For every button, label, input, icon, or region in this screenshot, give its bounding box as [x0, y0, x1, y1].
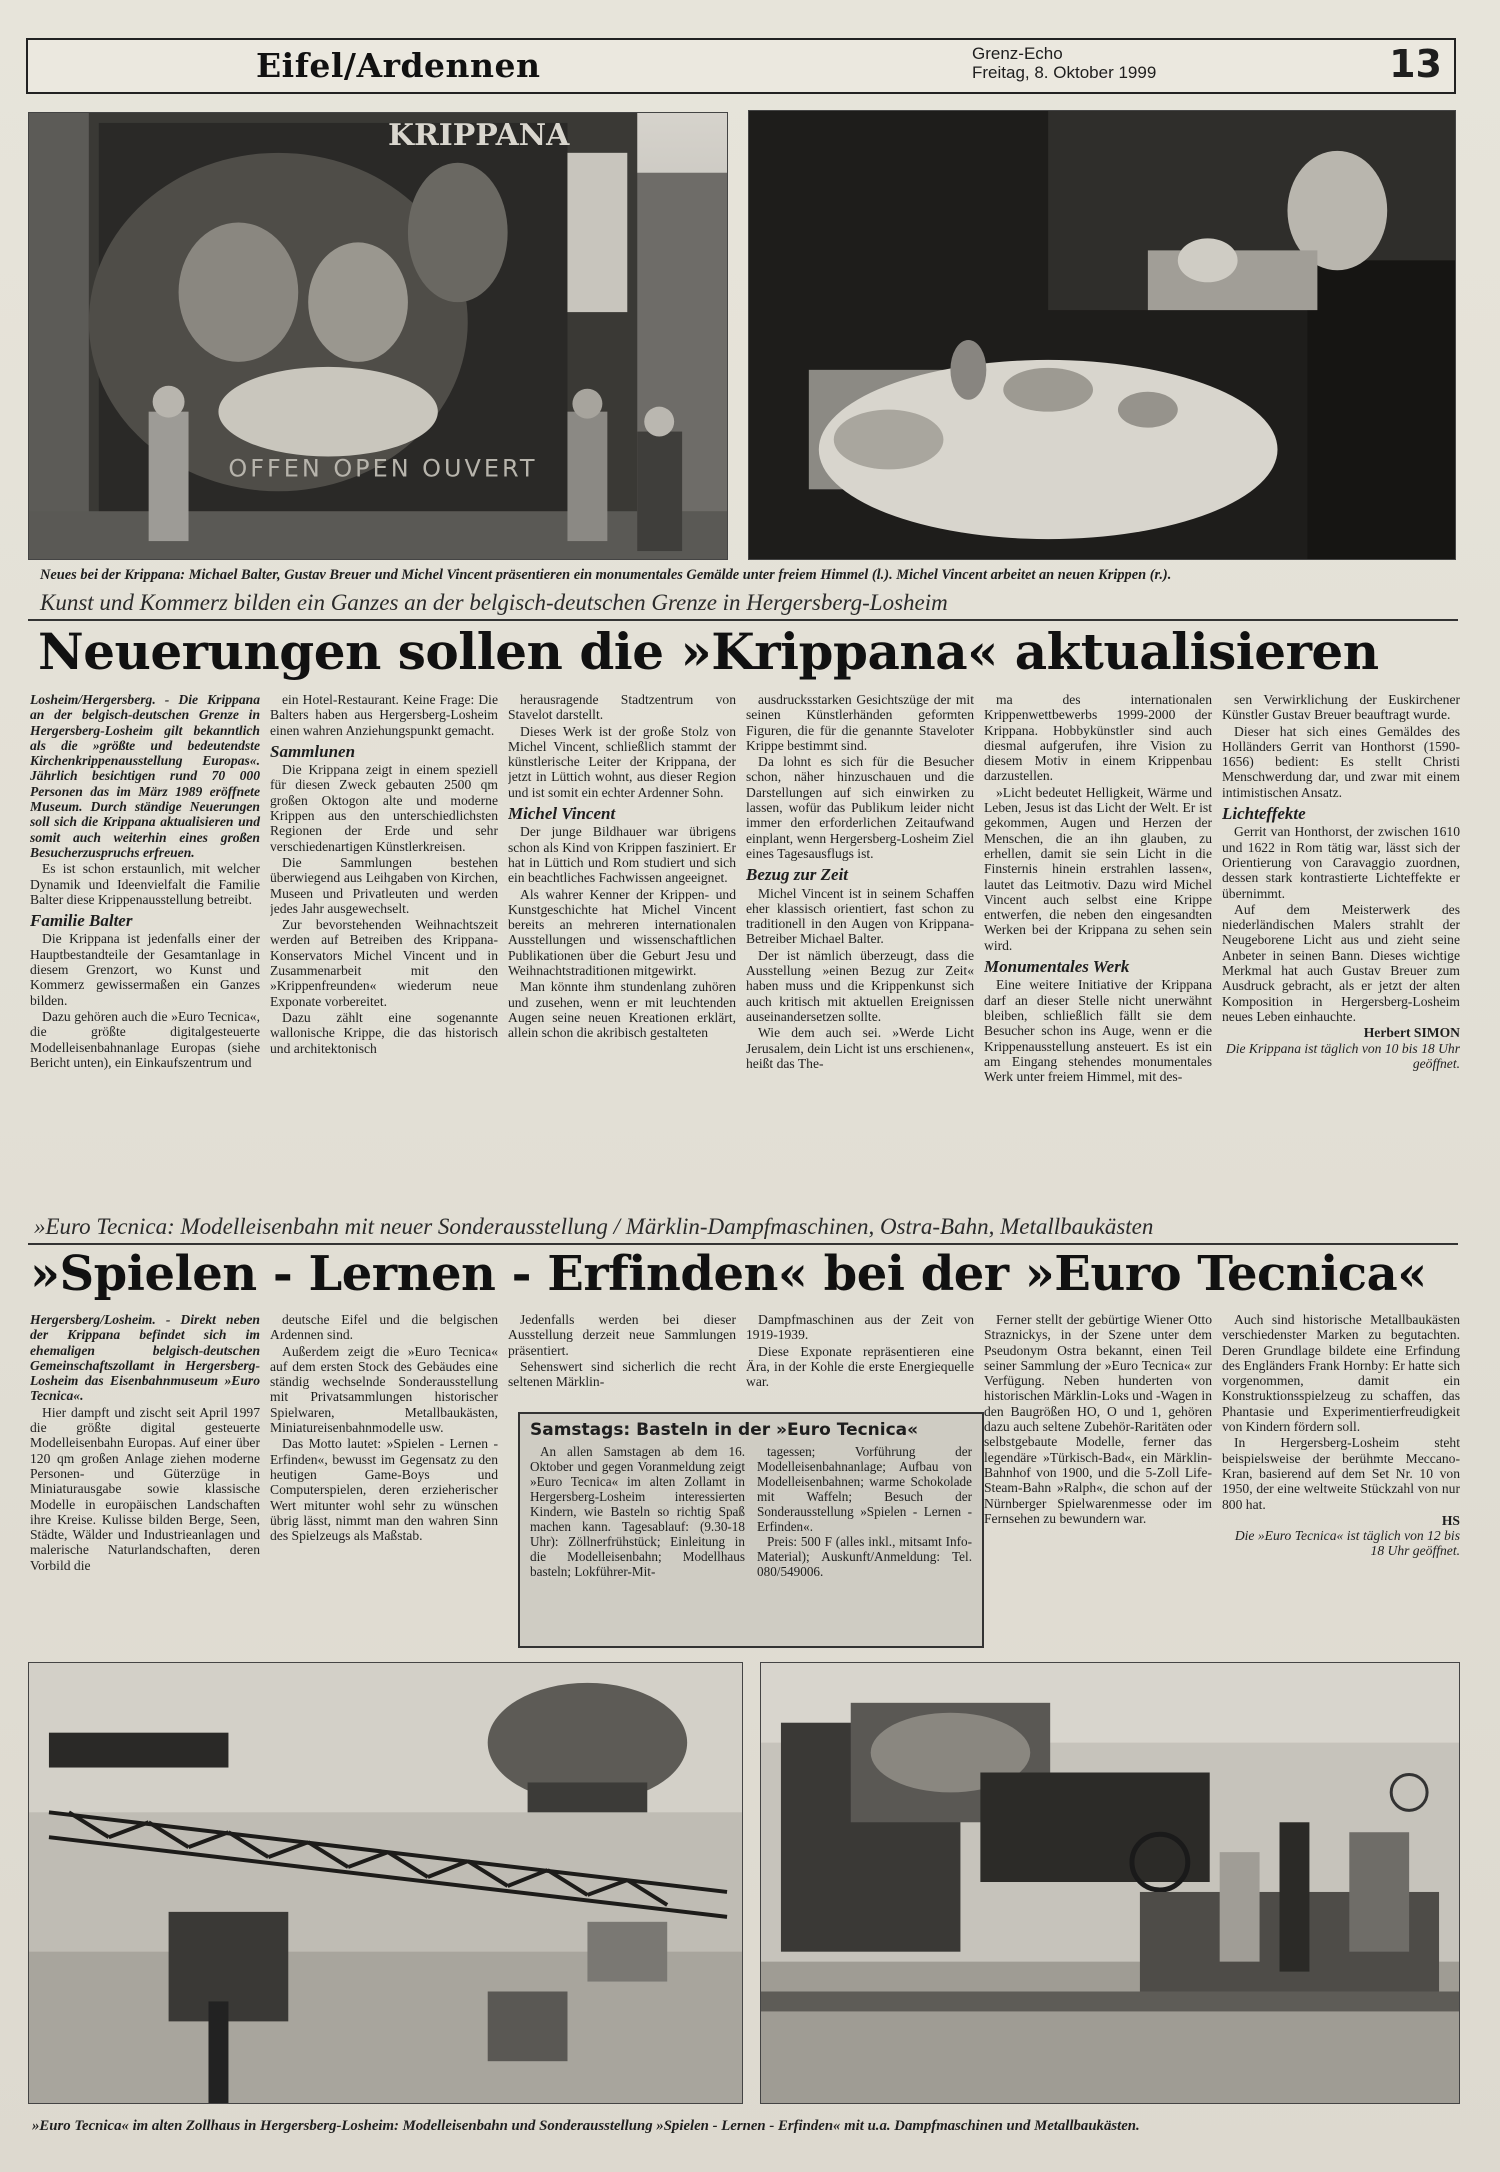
paragraph: »Licht bedeutet Helligkeit, Wärme und Leben, Jesus ist das Licht der Welt. Er ist gekommen, Augen und Herzen der Menschen, die an ihn glauben, zu erhellen, damit sie sein Licht in die Finsternis hinein erstrahlen lassen«, lautet das Leitmotiv. Dazu wird Michel Vincent auch selbst eine Krippe entwerfen, die neben den eingesandten Werken bei der Krippana zu sehen sein wird.: [984, 784, 1212, 953]
bottom-photo-caption: »Euro Tecnica« im alten Zollhaus in Hergersberg-Losheim: Modelleisenbahn und Sonderausstellung »Spielen - Lernen - Erfinden« mit u.a. Dampfmaschinen und Metallbaukästen.: [32, 2118, 1140, 2134]
paragraph: Da lohnt es sich für die Besucher schon, näher hinzuschauen und die Darstellungen auf sich einwirken zu lassen, wofür das Publikum leider nicht immer den erforderlichen Zeitaufwand einplant, wenn Hergersberg-Losheim Ziel eines Tagesausflugs ist.: [746, 754, 974, 861]
paragraph: Eine weitere Initiative der Krippana darf an dieser Stelle nicht unerwähnt bleiben, schließlich fällt sie dem Besucher schon ins Auge, wenn er die Krippenausstellung ansteuert. Es ist ein am Eingang stehendes monumentales Werk unter freiem Himmel, mit des-: [984, 977, 1212, 1085]
paragraph: In Hergersberg-Losheim steht beispielsweise der berühmte Meccano-Kran, basierend auf dem Set Nr. 10 von 1950, der eine weltweite Stückzahl von nur 800 hat.: [1222, 1435, 1460, 1512]
paragraph: Dieser hat sich eines Gemäldes des Holländers Gerrit van Honthorst (1590-1656) bedient: Es stellt Christi Menschwerdung dar, und zwar mit einem intimistischen Ansatz.: [1222, 723, 1460, 800]
paragraph: ausdrucksstarken Gesichtszüge der mit seinen Künstlerhänden geformten Figuren, die für die genannte Staveloter Krippe bestimmt sind.: [746, 692, 974, 753]
paragraph: ein Hotel-Restaurant. Keine Frage: Die Balters haben aus Hergersberg-Losheim einen wahren Anziehungspunkt gemacht.: [270, 692, 498, 738]
article2-col2: [270, 1312, 508, 1658]
article1-signature: Herbert SIMON: [1363, 1025, 1460, 1041]
paragraph: Preis: 500 F (alles inkl., mitsamt Info-Material); Auskunft/Anmeldung: Tel. 080/549006.: [757, 1534, 972, 1579]
article1-lead: Losheim/Hergersberg. - Die Krippana an der belgisch-deutschen Grenze in Hergersberg-Losheim gilt bekanntlich als die »größte und bedeutendste Kirchenkrippenausstellung Europas«. Jährlich besichtigen rund 70 000 Personen das im März 1989 eröffnete Museum. Durch ständige Neuerungen soll sich die Krippana aktualisieren und somit auch weiterhin eines großen Besucherzuspruchs erfreuen.: [30, 692, 260, 860]
photo-krippana-illustration: [29, 113, 727, 559]
paragraph: Auf dem Meisterwerk des niederländischen Malers strahlt der Neugeborene Licht aus und zieht seine Anbeter in seinen Bann. Dieses wichtige Merkmal hat auch Gustav Breuer zum Ausdruck gebracht, als er jetzt der alten Komposition in Hergersberg-Losheim neues Leben einhauchte.: [1222, 901, 1460, 1024]
paragraph: Gerrit van Honthorst, der zwischen 1610 und 1622 in Rom tätig war, lässt sich der Orientierung von Caravaggio zuordnen, dessen stark kontrastierte Lichteffekte er übernimmt.: [1222, 824, 1460, 901]
subheading: Monumentales Werk: [984, 957, 1130, 977]
top-photo-caption: Neues bei der Krippana: Michael Balter, Gustav Breuer und Michel Vincent präsentieren ein monumentales Gemälde unter freiem Himmel (l.). Michel Vincent arbeitet an neuen Krippen (r.).: [40, 567, 1172, 583]
info-box-col1: [530, 1444, 745, 1579]
subheading: Familie Balter: [30, 911, 133, 931]
article1-col6: [1222, 692, 1460, 1210]
newspaper-name: Grenz-Echo: [972, 44, 1063, 63]
photo-model-railway: [28, 1662, 743, 2104]
article1-opening-note: Die Krippana ist täglich von 10 bis 18 Uhr geöffnet.: [1225, 1040, 1460, 1071]
saturday-info-box: [518, 1412, 984, 1648]
subheading: Lichteffekte: [1222, 804, 1306, 824]
paragraph: tagessen; Vorführung der Modelleisenbahnanlage; Aufbau von Modelleisenbahnen; warme Schokolade mit Waffeln; Besuch der Sonderausstellung »Spielen - Lernen - Erfinden«.: [757, 1444, 972, 1534]
article2-kicker: »Euro Tecnica: Modelleisenbahn mit neuer Sonderausstellung / Märklin-Dampfmaschinen, Ostra-Bahn, Metallbaukästen: [34, 1214, 1154, 1239]
article1-col2: [270, 692, 508, 1210]
info-box-columns: [530, 1444, 972, 1579]
article1-col1: [30, 692, 270, 1210]
paragraph: Diese Exponate repräsentieren eine Ära, in der Kohle die erste Energiequelle war.: [746, 1343, 974, 1390]
paragraph: herausragende Stadtzentrum von Stavelot darstellt.: [508, 692, 736, 723]
paragraph: Zur bevorstehenden Weihnachtszeit werden auf Betreiben des Krippana-Konservators Michel Vincent und in Zusammenarbeit mit den »Krippenfreunden« wiederum neue Exponate vorbereitet.: [270, 917, 498, 1009]
paragraph: Der ist nämlich überzeugt, dass die Ausstellung »einen Bezug zur Zeit« haben muss und die Krippenkunst sich auch kritisch mit aktuellen Ereignissen auseinandersetzen sollte.: [746, 947, 974, 1024]
article2-col5: [984, 1312, 1222, 1658]
paragraph: ma des internationalen Krippenwettbewerbs 1999-2000 der Krippana. Hobbykünstler sind auch diesmal aufgerufen, ihre Vision zu diesem Motiv in einem Krippenbau darzustellen.: [984, 692, 1212, 784]
article1-col3: [508, 692, 746, 1210]
paper-info: [972, 44, 1156, 82]
article1-col5: [984, 692, 1222, 1210]
article2-col6: [1222, 1312, 1460, 1658]
article1-rule: [28, 619, 1458, 621]
paragraph: Dampfmaschinen aus der Zeit von 1919-1939.: [746, 1312, 974, 1343]
paragraph: Dazu zählt eine sogenannte wallonische Krippe, die das historisch und architektonisch: [270, 1009, 498, 1056]
article2-col1: [30, 1312, 270, 1658]
paragraph: sen Verwirklichung der Euskirchener Künstler Gustav Breuer beauftragt wurde.: [1222, 692, 1460, 723]
paragraph: Die Sammlungen bestehen überwiegend aus Leihgaben von Kirchen, Museen und Privatleuten und werden jedes Jahr ausgewechselt.: [270, 854, 498, 916]
photo-sculptor-illustration: [749, 111, 1455, 559]
paragraph: Hier dampft und zischt seit April 1997 die größte digital gesteuerte Modelleisenbahn Europas. Auf einer über 120 qm großen Anlage ziehen moderne Personen- und Güterzüge in Miniaturausgabe sowie klassische Modelle in europäischen Landschaften ihre Kreise. Kulisse bilden Berge, Seen, Städte, Wälder und Industrieanlagen und malerische Naturlandschaften, deren Vorbild die: [30, 1404, 260, 1573]
photo-michel-vincent: [748, 110, 1456, 560]
paragraph: Jedenfalls werden bei dieser Ausstellung derzeit neue Sammlungen präsentiert.: [508, 1312, 736, 1358]
article1-body: [30, 692, 1460, 1210]
info-box-title: Samstags: Basteln in der »Euro Tecnica«: [530, 1420, 919, 1440]
photo-steam-engines: [760, 1662, 1460, 2104]
issue-date: Freitag, 8. Oktober 1999: [972, 63, 1157, 82]
info-box-col2: [757, 1444, 972, 1579]
masthead: [26, 38, 1456, 94]
subheading: Michel Vincent: [508, 804, 616, 824]
section-title: Eifel/Ardennen: [256, 46, 541, 85]
article2-headline: »Spielen - Lernen - Erfinden« bei der »Euro Tecnica«: [30, 1246, 1427, 1302]
article1-headline: Neuerungen sollen die »Krippana« aktualisieren: [38, 622, 1379, 681]
article1-col4: [746, 692, 984, 1210]
article2-lead: Hergersberg/Losheim. - Direkt neben der Krippana befindet sich im ehemaligen belgisch-deutschen Gemeinschaftszollamt in Hergersberg-Losheim das Eisenbahnmuseum »Euro Tecnica«.: [30, 1312, 260, 1404]
paragraph: deutsche Eifel und die belgischen Ardennen sind.: [270, 1312, 498, 1343]
paragraph: Die Krippana ist jedenfalls einer der Hauptbestandteile der Gesamtanlage in diesem Grenzort, wo Kunst und Kommerz gewissermaßen ein Ganzes bilden.: [30, 931, 260, 1008]
photo-steam-illustration: [761, 1663, 1459, 2103]
article1-kicker: Kunst und Kommerz bilden ein Ganzes an der belgisch-deutschen Grenze in Hergersberg-Losheim: [40, 590, 948, 615]
paragraph: Die Krippana zeigt in einem speziell für diesen Zweck gebauten 2500 qm großen Oktogon alte und moderne Krippen aus den unterschiedlichsten Regionen der Erde und sehr verschiedenartigen Künstlerkreisen.: [270, 762, 498, 854]
paragraph: Michel Vincent ist in seinem Schaffen eher klassisch orientiert, fast schon zu traditionell in den Augen von Krippana-Betreiber Michael Balter.: [746, 885, 974, 947]
paragraph: An allen Samstagen ab dem 16. Oktober und gegen Voranmeldung zeigt »Euro Tecnica« im alten Zollamt in Hergersberg-Losheim interessierten Kindern, wie Basteln so richtig Spaß machen kann. Tagesablauf: (9.30-18 Uhr): Zöllnerfrühstück; Einleitung in die Modelleisenbahn; Modellhaus basteln; Lokführer-Mit-: [530, 1444, 745, 1579]
page-number: 13: [1389, 42, 1442, 86]
photo-krippana-painting: [28, 112, 728, 560]
paragraph: Auch sind historische Metallbaukästen verschiedenster Marken zu begutachten. Deren Grundlage bildete eine Erfindung des Engländers Frank Hornby: Er hatte sich vorgenommen, damit ein Konstruktionsspielzeug zu schaffen, das Phantasie und Experimentierfreudigkeit von Kindern fördern soll.: [1222, 1312, 1460, 1435]
subheading: Sammlunen: [270, 741, 356, 761]
photo-railway-illustration: [29, 1663, 742, 2103]
paragraph: Dazu gehören auch die »Euro Tecnica«, die größte digitalgesteuerte Modelleisenbahnanlage Europas (siehe Bericht unten), ein Einkaufszentrum und: [30, 1008, 260, 1070]
paragraph: Wie dem auch sei. »Werde Licht Jerusalem, dein Licht ist uns erschienen«, heißt das The-: [746, 1025, 974, 1071]
paragraph: Sehenswert sind sicherlich die recht seltenen Märklin-: [508, 1358, 736, 1390]
paragraph: Man könnte ihm stundenlang zuhören und zusehen, wenn er mit leuchtenden Augen seine neuen Kreationen erklärt, allein schon die akribisch gestalteten: [508, 979, 736, 1041]
krippana-wall-text: OFFEN OPEN OUVERT: [228, 454, 538, 483]
paragraph: Ferner stellt der gebürtige Wiener Otto Straznickys, in der Szene unter dem Pseudonym Ostra bekannt, einen Teil seiner Sammlung der »Euro Tecnica« zur Verfügung. Neben hunderten von historischen Märklin-Loks und -Wagen in den Baugrößen HO, O und 1, gehören dazu auch seltene Zubehör-Raritäten oder selbstgebaute Modelle, ferner das legendäre »Türkisch-Bad«, ein Märklin-Bahnhof von 1900, und die 5-Zoll Life-Steam-Bahn »Ralph«, die schon auf der Nürnberger Spielwarenmesse oder im Fernsehen zu bewundern war.: [984, 1312, 1212, 1526]
subheading: Bezug zur Zeit: [746, 865, 849, 885]
krippana-sign-text: KRIPPANA: [387, 117, 570, 153]
article2-rule: [28, 1243, 1458, 1245]
paragraph: Dieses Werk ist der große Stolz von Michel Vincent, schließlich stammt der künstlerische Leiter der Krippana, der jetzt in Lüttich wohnt, aus dieser Region und ist somit ein echter Ardenner Sohn.: [508, 723, 736, 800]
paragraph: Der junge Bildhauer war übrigens schon als Kind von Krippen fasziniert. Er hat in Lüttich und Rom studiert und sich ein beachtliches Fachwissen angeeignet.: [508, 824, 736, 886]
paragraph: Das Motto lautet: »Spielen - Lernen - Erfinden«, bewusst im Gegensatz zu den heutigen Game-Boys und Computerspielen, deren erzieherischer Wert mitunter wohl sehr zu wünschen übrig lässt, nimmt man den wahren Sinn des Spielzeugs als Maßstab.: [270, 1436, 498, 1544]
article2-opening-note: Die »Euro Tecnica« ist täglich von 12 bis 18 Uhr geöffnet.: [1234, 1528, 1460, 1559]
paragraph: Als wahrer Kenner der Krippen- und Kunstgeschichte hat Michel Vincent bereits an mehreren internationalen Ausstellungen und wissenschaftlichen Publikationen über die Geburt Jesu und Weihnachtstraditionen mitgewirkt.: [508, 886, 736, 979]
article2-signature: HS: [1441, 1512, 1460, 1528]
paragraph: Es ist schon erstaunlich, mit welcher Dynamik und Ideenvielfalt die Familie Balter diese Krippenausstellung betreibt.: [30, 861, 260, 907]
paragraph: Außerdem zeigt die »Euro Tecnica« auf dem ersten Stock des Gebäudes eine ständig wechselnde Sonderausstellung mit Privatsammlungen historischer Spielwaren, Metallbaukästen, Miniatureisenbahnmodelle usw.: [270, 1343, 498, 1436]
